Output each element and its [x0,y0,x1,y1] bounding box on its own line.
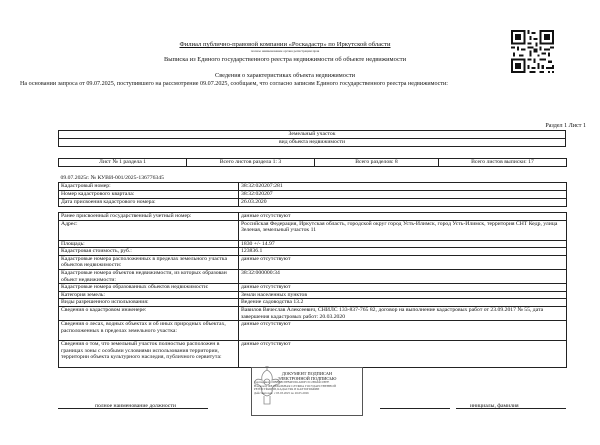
cadastral-table [58,175,567,207]
detail-label: Кадастровые номера образованных объектов недвижимости: [59,284,239,292]
stamp-validity: Действителен: с 03.03.2025 по 26.05.2026 [254,390,309,395]
document-number: 09.07.2025г. № КУВИ-001/2025-136776345 [60,175,164,181]
sheets-in-section: Всего листов раздела 1: 3 [187,159,315,167]
cadastral-label: Кадастровый номер: [59,183,239,191]
section-number: Раздел 1 Лист 1 [545,123,586,129]
table-row [59,240,567,248]
cadastral-value: 38:32:020207 [239,191,567,199]
cadastral-value: 38:32:020207:281 [239,183,567,191]
total-sheets: Всего листов выписки: 17 [439,159,567,167]
table-row [59,321,567,341]
organization-title: Филиал публично-правовой компании «Роскадастр» по Иркутской области [179,41,391,48]
name-caption: инициалы, фамилия [470,403,519,409]
detail-value: Российская Федерация, Иркутская область, городской округ город Усть-Илимск, город Усть-Илимск, территория СНТ Кедр, улица Зеленая, земельный участок 11 [239,220,567,240]
detail-label: Адрес: [59,220,239,240]
detail-value: 38:32:000000:34 [239,269,567,283]
signature-line [380,399,450,409]
sheet-info-table [58,158,567,167]
table-row [59,269,567,283]
detail-value: 123836.1 [239,248,567,256]
detail-value: 1830 +/- 14.97 [239,240,567,248]
table-row [59,183,567,191]
organization-caption: полное наименование органа регистрации прав [250,49,320,53]
detail-label: Площадь: [59,240,239,248]
detail-value: данные отсутствуют [239,255,567,269]
object-title: Земельный участок [59,131,566,139]
detail-label: Кадастровые номера объектов недвижимости, из которых образован объект недвижимости: [59,269,239,283]
table-row [59,306,567,320]
cadastral-label: Дата присвоения кадастрового номера: [59,199,239,207]
position-caption: полное наименование должности [95,403,176,409]
details-table [58,212,567,368]
table-row [59,220,567,240]
table-row [59,299,567,307]
stamp-line1: ДОКУМЕНТ ПОДПИСАН [281,371,333,376]
signature-stamp [251,367,363,416]
table-row [59,248,567,256]
detail-value: данные отсутствуют [239,213,567,221]
table-row [59,255,567,269]
detail-label: Сведения о лесах, водных объектах и об иных природных объектах, расположенных в пределах земельного участка: [59,321,239,341]
basis-text: На основании запроса от 09.07.2025, поступившего на рассмотрение 09.07.2025, сообщаем, что согласно записям Единого государственного реестра недвижимости: [20,81,448,87]
table-row [59,191,567,199]
detail-label: Сведения о том, что земельный участок полностью расположен в границах зоны с особыми условиями использования территории, территории объекта культурного наследия, публичного сервитута: [59,341,239,368]
detail-value: данные отсутствуют [239,284,567,292]
detail-value: данные отсутствуют [239,321,567,341]
total-sections: Всего разделов: 8 [315,159,439,167]
cadastral-value: 26.03.2020 [239,199,567,207]
detail-label: Виды разрешенного использования: [59,299,239,307]
detail-value: Ведение садоводства 13.2 [239,299,567,307]
cadastral-label: Номер кадастрового квартала: [59,191,239,199]
detail-value: данные отсутствуют [239,341,567,368]
detail-value: Земли населенных пунктов [239,291,567,299]
stamp-line2: ЭЛЕКТРОННОЙ ПОДПИСЬЮ [277,376,337,381]
stamp-owner-cont: РЕГИСТРАЦИИ, КАДАСТРА И КАРТОГРАФИИ [254,387,320,392]
stamp-certificate: Сертификат: 00BBB8C8FB4E0D1A0DF15C2B0A9C0B7E [254,380,330,384]
qr-code [511,30,554,73]
detail-value: Вавилов Вячеслав Алексеевич, СНИЛС 133-837-765 82, договор на выполнение кадастровых работ от 23.09.2017 № 55, дата завершения кадастровых работ: 20.03.2020 [239,306,567,320]
object-type-table [58,130,566,147]
detail-label: Категория земель: [59,291,239,299]
section-heading: Сведения о характеристиках объекта недвижимости [215,72,355,79]
detail-label: Сведения о кадастровом инженере: [59,306,239,320]
table-row [59,199,567,207]
extract-title: Выписка из Единого государственного реестра недвижимости об объекте недвижимости [163,56,406,63]
detail-label: Кадастровая стоимость, руб.: [59,248,239,256]
table-row [59,284,567,292]
table-row [59,291,567,299]
table-row [59,213,567,221]
stamp-owner: Владелец: ФЕДЕРАЛЬНАЯ СЛУЖБА ГОСУДАРСТВЕННОЙ [254,383,336,388]
detail-label: Кадастровые номера расположенных в пределах земельного участка объектов недвижимости: [59,255,239,269]
object-caption: вид объекта недвижимости [59,139,566,147]
detail-label: Ранее присвоенный государственный учетный номер: [59,213,239,221]
sheet-number: Лист № 1 раздела 1 [59,159,187,167]
